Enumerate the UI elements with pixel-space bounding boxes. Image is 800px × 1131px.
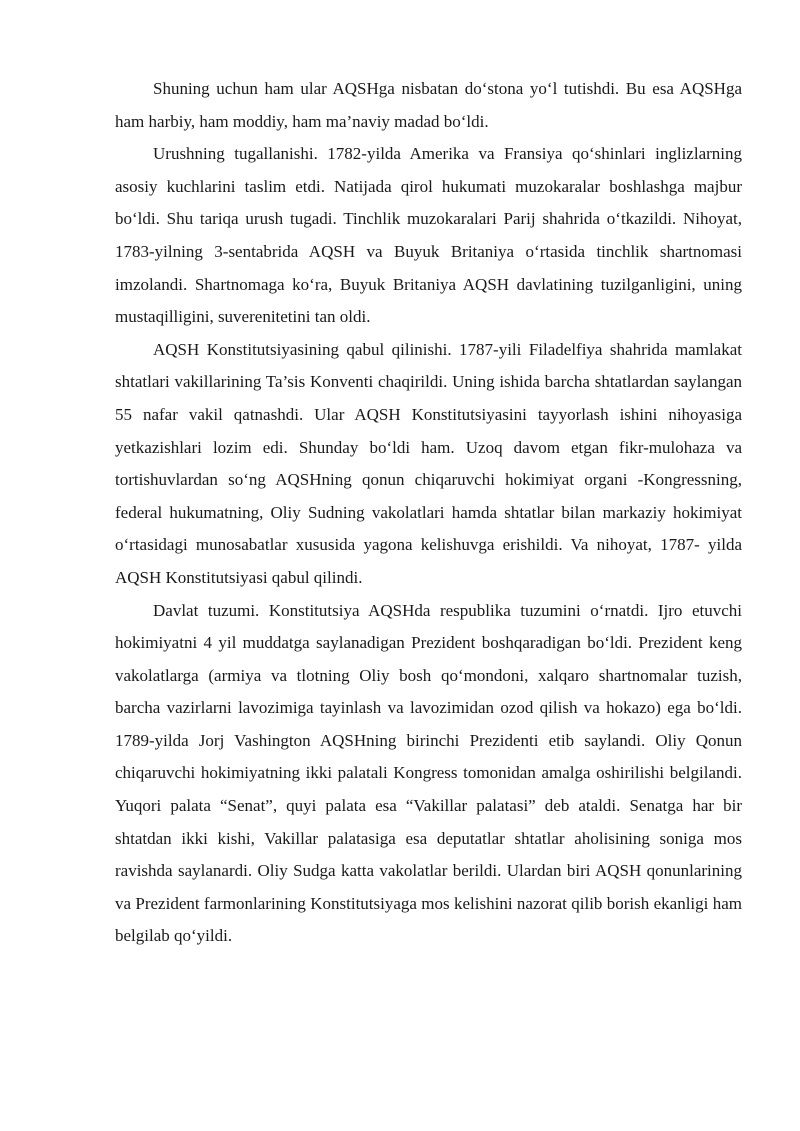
paragraph-end-of-war: Urushning tugallanishi. 1782-yilda Amerika va Fransiya qo‘shinlari inglizlarning asosiy kuchlarini taslim etdi. Natijada qirol hukumati muzokaralar boshlashga majbur bo‘ldi. Shu tariqa urush tugadi. Tinchlik muzokaralari Parij shahrida o‘tkazildi. Nihoyat, 1783-yilning 3-sentabrida AQSH va Buyuk Britaniya o‘rtasida tinchlik shartnomasi imzolandi. Shartnomaga ko‘ra, Buyuk Britaniya AQSH davlatining tuzilganligini, uning mustaqilligini, suverenitetini tan oldi. [115,144,742,327]
paragraph-alliance: Shuning uchun ham ular AQSHga nisbatan do‘stona yo‘l tutishdi. Bu esa AQSHga ham harbiy, ham moddiy, ham ma’naviy madad bo‘ldi. [115,79,742,131]
paragraph-state-system: Davlat tuzumi. Konstitutsiya AQSHda respublika tuzumini o‘rnatdi. Ijro etuvchi hokimiyatni 4 yil muddatga saylanadigan Prezident boshqaradigan bo‘ldi. Prezident keng vakolatlarga (armiya va tlotning Oliy bosh qo‘mondoni, xalqaro shartnomalar tuzish, barcha vazirlarni lavozimiga tayinlash va lavozimidan ozod qilish va hokazo) ega bo‘ldi. 1789-yilda Jorj Vashington AQSHning birinchi Prezidenti etib saylandi. Oliy Qonun chiqaruvchi hokimiyatning ikki palatali Kongress tomonidan amalga oshirilishi belgilandi. Yuqori palata “Senat”, quyi palata esa “Vakillar palatasi” deb ataldi. Senatga har bir shtatdan ikki kishi, Vakillar palatasiga esa deputatlar shtatlar aholisining soniga mos ravishda saylanardi. Oliy Sudga katta vakolatlar berildi. Ulardan biri AQSH qonunlarining va Prezident farmonlarining Konstitutsiyaga mos kelishini nazorat qilib borish ekanligi ham belgilab qo‘yildi. [115,600,742,946]
document-page [115,73,742,953]
paragraph-constitution-adoption: AQSH Konstitutsiyasining qabul qilinishi. 1787-yili Filadelfiya shahrida mamlakat shtatlari vakillarining Ta’sis Konventi chaqirildi. Uning ishida barcha shtatlardan saylangan 55 nafar vakil qatnashdi. Ular AQSH Konstitutsiyasini tayyorlash ishini nihoyasiga yetkazishlari lozim edi. Shunday bo‘ldi ham. Uzoq davom etgan fikr-mulohaza va tortishuvlardan so‘ng AQSHning qonun chiqaruvchi hokimiyat organi -Kongressning, federal hukumatning, Oliy Sudning vakolatlari hamda shtatlar bilan markaziy hokimiyat o‘rtasidagi munosabatlar xususida yagona kelishuvga erishildi. Va nihoyat, 1787- yilda AQSH Konstitutsiyasi qabul qilindi. [115,339,742,587]
